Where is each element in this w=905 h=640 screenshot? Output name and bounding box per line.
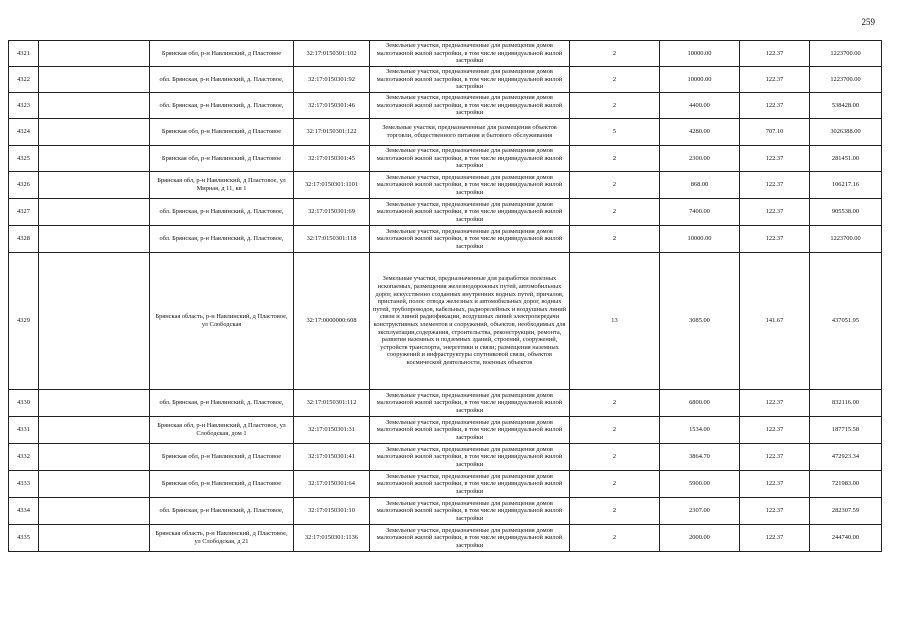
area-cell: 10000.00: [660, 226, 740, 253]
blank-cell: [39, 498, 150, 525]
cadastral-value-cell: 1223700.00: [810, 41, 882, 67]
blank-cell: [39, 390, 150, 417]
land-use-cell: Земельные участки, предназначенные для размещения домов малоэтажной жилой застройки, в том числе индивидуальной жилой застройки: [370, 146, 570, 172]
table-row: [9, 525, 882, 552]
address-cell: Брянская обл, р-н Навлинский, д Пластовое: [150, 119, 294, 146]
specific-value-cell: 122.37: [740, 417, 810, 444]
row-number: 4325: [9, 146, 39, 172]
area-cell: 868.00: [660, 172, 740, 199]
cadastral-number-cell: 32:17:0150301:31: [294, 417, 370, 444]
table-row: [9, 93, 882, 119]
address-cell: Брянская обл, р-н Навлинский, д Пластовое, ул Слободская, дом 1: [150, 417, 294, 444]
row-number: 4330: [9, 390, 39, 417]
land-use-cell: Земельные участки, предназначенные для размещения домов малоэтажной жилой застройки, в том числе индивидуальной жилой застройки: [370, 498, 570, 525]
table-row: [9, 119, 882, 146]
land-use-cell: Земельные участки, предназначенные для размещения домов малоэтажной жилой застройки, в том числе индивидуальной жилой застройки: [370, 67, 570, 93]
land-use-cell: Земельные участки, предназначенные для размещения домов малоэтажной жилой застройки, в том числе индивидуальной жилой застройки: [370, 199, 570, 226]
land-use-cell: Земельные участки, предназначенные для размещения домов малоэтажной жилой застройки, в том числе индивидуальной жилой застройки: [370, 226, 570, 253]
address-cell: обл. Брянская, р-н Навлинский, д. Пластовое,: [150, 67, 294, 93]
land-use-cell: Земельные участки, предназначенные для размещения домов малоэтажной жилой застройки, в том числе индивидуальной жилой застройки: [370, 390, 570, 417]
group-cell: 2: [570, 172, 660, 199]
address-cell: обл. Брянская, р-н Навлинский, д. Пластовое,: [150, 93, 294, 119]
row-number: 4333: [9, 471, 39, 498]
blank-cell: [39, 226, 150, 253]
address-cell: обл. Брянская, р-н Навлинский, д. Пластовое,: [150, 390, 294, 417]
land-use-cell: Земельные участки, предназначенные для размещения домов малоэтажной жилой застройки, в том числе индивидуальной жилой застройки: [370, 525, 570, 552]
cadastral-value-cell: 1223700.00: [810, 226, 882, 253]
cadastral-number-cell: 32:17:0150301:45: [294, 146, 370, 172]
table-row: [9, 172, 882, 199]
table-row: [9, 444, 882, 471]
row-number: 4321: [9, 41, 39, 67]
specific-value-cell: 707.10: [740, 119, 810, 146]
group-cell: 5: [570, 119, 660, 146]
blank-cell: [39, 253, 150, 390]
specific-value-cell: 122.37: [740, 146, 810, 172]
cadastral-number-cell: 32:17:0150301:41: [294, 444, 370, 471]
specific-value-cell: 122.37: [740, 471, 810, 498]
cadastral-value-cell: 187715.58: [810, 417, 882, 444]
area-cell: 3085.00: [660, 253, 740, 390]
address-cell: обл. Брянская, р-н Навлинский, д. Пластовое,: [150, 199, 294, 226]
area-cell: 10000.00: [660, 67, 740, 93]
row-number: 4326: [9, 172, 39, 199]
cadastral-value-cell: 3026388.00: [810, 119, 882, 146]
address-cell: Брянская обл, р-н Навлинский, д Пластовое: [150, 146, 294, 172]
cadastral-value-cell: 106217.16: [810, 172, 882, 199]
land-use-cell: Земельные участки, предназначенные для размещения домов малоэтажной жилой застройки, в том числе индивидуальной жилой застройки: [370, 41, 570, 67]
blank-cell: [39, 119, 150, 146]
row-number: 4331: [9, 417, 39, 444]
area-cell: 10000.00: [660, 41, 740, 67]
cadastral-value-cell: 244740.00: [810, 525, 882, 552]
area-cell: 6800.00: [660, 390, 740, 417]
blank-cell: [39, 471, 150, 498]
page-number: 259: [861, 17, 875, 27]
area-cell: 7400.00: [660, 199, 740, 226]
cadastral-number-cell: 32:17:0150301:102: [294, 41, 370, 67]
row-number: 4332: [9, 444, 39, 471]
cadastral-value-cell: 472923.34: [810, 444, 882, 471]
area-cell: 4400.00: [660, 93, 740, 119]
cadastral-value-cell: 281451.00: [810, 146, 882, 172]
group-cell: 2: [570, 41, 660, 67]
area-cell: 5900.00: [660, 471, 740, 498]
area-cell: 3864.70: [660, 444, 740, 471]
row-number: 4327: [9, 199, 39, 226]
cadastral-number-cell: 32:17:0150301:1136: [294, 525, 370, 552]
cadastral-value-cell: 282307.59: [810, 498, 882, 525]
address-cell: обл. Брянская, р-н Навлинский, д. Пластовое,: [150, 226, 294, 253]
group-cell: 2: [570, 444, 660, 471]
land-use-cell: Земельные участки, предназначенные для разработки полезных ископаемых, размещения железнодорожных путей, автомобильных дорог, искусственно созданных внутренних водных путей, причалов, пристаней, полос отвода железных и автомобильных дорог, водных путей, трубопроводов, кабельных, радиорелейных и воздушных линий связи и линий радиофикации, воздушных линий электропередачи конструктивных элементов и сооружений, объектов, необходимых для эксплуатации,содержания, строительства, реконструкции, ремонта, развития наземных и подземных зданий, строений, сооружений, устройств транспорта, энергетики и связи; размещения наземных сооружений и инфраструктуры спутниковой связи, объектов космической деятельности, военных объектов: [370, 253, 570, 390]
blank-cell: [39, 417, 150, 444]
group-cell: 2: [570, 146, 660, 172]
table-row: [9, 417, 882, 444]
area-cell: 2307.00: [660, 498, 740, 525]
area-cell: 2000.00: [660, 525, 740, 552]
cadastral-number-cell: 32:17:0150301:92: [294, 67, 370, 93]
group-cell: 2: [570, 199, 660, 226]
address-cell: обл. Брянская, р-н Навлинский, д. Пластовое,: [150, 498, 294, 525]
area-cell: 1534.00: [660, 417, 740, 444]
cadastral-number-cell: 32:17:0150301:1101: [294, 172, 370, 199]
blank-cell: [39, 444, 150, 471]
cadastral-value-cell: 437051.95: [810, 253, 882, 390]
group-cell: 2: [570, 390, 660, 417]
row-number: 4334: [9, 498, 39, 525]
group-cell: 2: [570, 93, 660, 119]
row-number: 4322: [9, 67, 39, 93]
specific-value-cell: 122.37: [740, 226, 810, 253]
specific-value-cell: 122.37: [740, 172, 810, 199]
row-number: 4323: [9, 93, 39, 119]
cadastral-number-cell: 32:17:0150301:118: [294, 226, 370, 253]
specific-value-cell: 141.67: [740, 253, 810, 390]
address-cell: Брянская обл, р-н Навлинский, д Пластовое: [150, 41, 294, 67]
table-row: [9, 199, 882, 226]
cadastral-number-cell: 32:17:0150301:64: [294, 471, 370, 498]
group-cell: 2: [570, 471, 660, 498]
cadastral-value-cell: 832116.00: [810, 390, 882, 417]
land-use-cell: Земельные участки, предназначенные для размещения объектов торговли, общественного питания и бытового обслуживания: [370, 119, 570, 146]
group-cell: 2: [570, 226, 660, 253]
group-cell: 2: [570, 417, 660, 444]
table-row: [9, 67, 882, 93]
group-cell: 2: [570, 498, 660, 525]
table-body: [9, 41, 882, 552]
land-use-cell: Земельные участки, предназначенные для размещения домов малоэтажной жилой застройки, в том числе индивидуальной жилой застройки: [370, 172, 570, 199]
row-number: 4324: [9, 119, 39, 146]
land-use-cell: Земельные участки, предназначенные для размещения домов малоэтажной жилой застройки, в том числе индивидуальной жилой застройки: [370, 417, 570, 444]
table-row: [9, 146, 882, 172]
group-cell: 13: [570, 253, 660, 390]
table-row: [9, 226, 882, 253]
table-row: [9, 471, 882, 498]
land-use-cell: Земельные участки, предназначенные для размещения домов малоэтажной жилой застройки, в том числе индивидуальной жилой застройки: [370, 444, 570, 471]
land-use-cell: Земельные участки, предназначенные для размещения домов малоэтажной жилой застройки, в том числе индивидуальной жилой застройки: [370, 93, 570, 119]
area-cell: 2300.00: [660, 146, 740, 172]
row-number: 4335: [9, 525, 39, 552]
cadastral-value-cell: 721983.00: [810, 471, 882, 498]
cadastral-number-cell: 32:17:0150301:46: [294, 93, 370, 119]
specific-value-cell: 122.37: [740, 41, 810, 67]
table-row: [9, 41, 882, 67]
cadastral-value-cell: 538428.00: [810, 93, 882, 119]
blank-cell: [39, 93, 150, 119]
specific-value-cell: 122.37: [740, 390, 810, 417]
address-cell: Брянская область, р-н Навлинский, д Пластовое, ул Слободская, д 21: [150, 525, 294, 552]
area-cell: 4280.00: [660, 119, 740, 146]
specific-value-cell: 122.37: [740, 67, 810, 93]
cadastral-number-cell: 32:17:0150301:10: [294, 498, 370, 525]
group-cell: 2: [570, 525, 660, 552]
specific-value-cell: 122.37: [740, 93, 810, 119]
address-cell: Брянская область, р-н Навлинский, д Пластовое, ул Слободская: [150, 253, 294, 390]
specific-value-cell: 122.37: [740, 199, 810, 226]
cadastral-number-cell: 32:17:0150301:122: [294, 119, 370, 146]
cadastral-value-cell: 1223700.00: [810, 67, 882, 93]
blank-cell: [39, 41, 150, 67]
address-cell: Брянская обл, р-н Навлинский, д Пластовое, ул Мирная, д 11, кв 1: [150, 172, 294, 199]
row-number: 4329: [9, 253, 39, 390]
blank-cell: [39, 172, 150, 199]
table-row: [9, 390, 882, 417]
specific-value-cell: 122.37: [740, 444, 810, 471]
cadastral-value-table: [8, 40, 882, 552]
specific-value-cell: 122.37: [740, 525, 810, 552]
blank-cell: [39, 67, 150, 93]
table-row: [9, 498, 882, 525]
row-number: 4328: [9, 226, 39, 253]
specific-value-cell: 122.37: [740, 498, 810, 525]
blank-cell: [39, 199, 150, 226]
cadastral-number-cell: 32:17:0000000:608: [294, 253, 370, 390]
table-row: [9, 253, 882, 390]
blank-cell: [39, 525, 150, 552]
address-cell: Брянская обл, р-н Навлинский, д Пластовое: [150, 471, 294, 498]
land-use-cell: Земельные участки, предназначенные для размещения домов малоэтажной жилой застройки, в том числе индивидуальной жилой застройки: [370, 471, 570, 498]
group-cell: 2: [570, 67, 660, 93]
blank-cell: [39, 146, 150, 172]
cadastral-value-cell: 905538.00: [810, 199, 882, 226]
address-cell: Брянская обл, р-н Навлинский, д Пластовое: [150, 444, 294, 471]
cadastral-number-cell: 32:17:0150301:112: [294, 390, 370, 417]
cadastral-number-cell: 32:17:0150301:69: [294, 199, 370, 226]
